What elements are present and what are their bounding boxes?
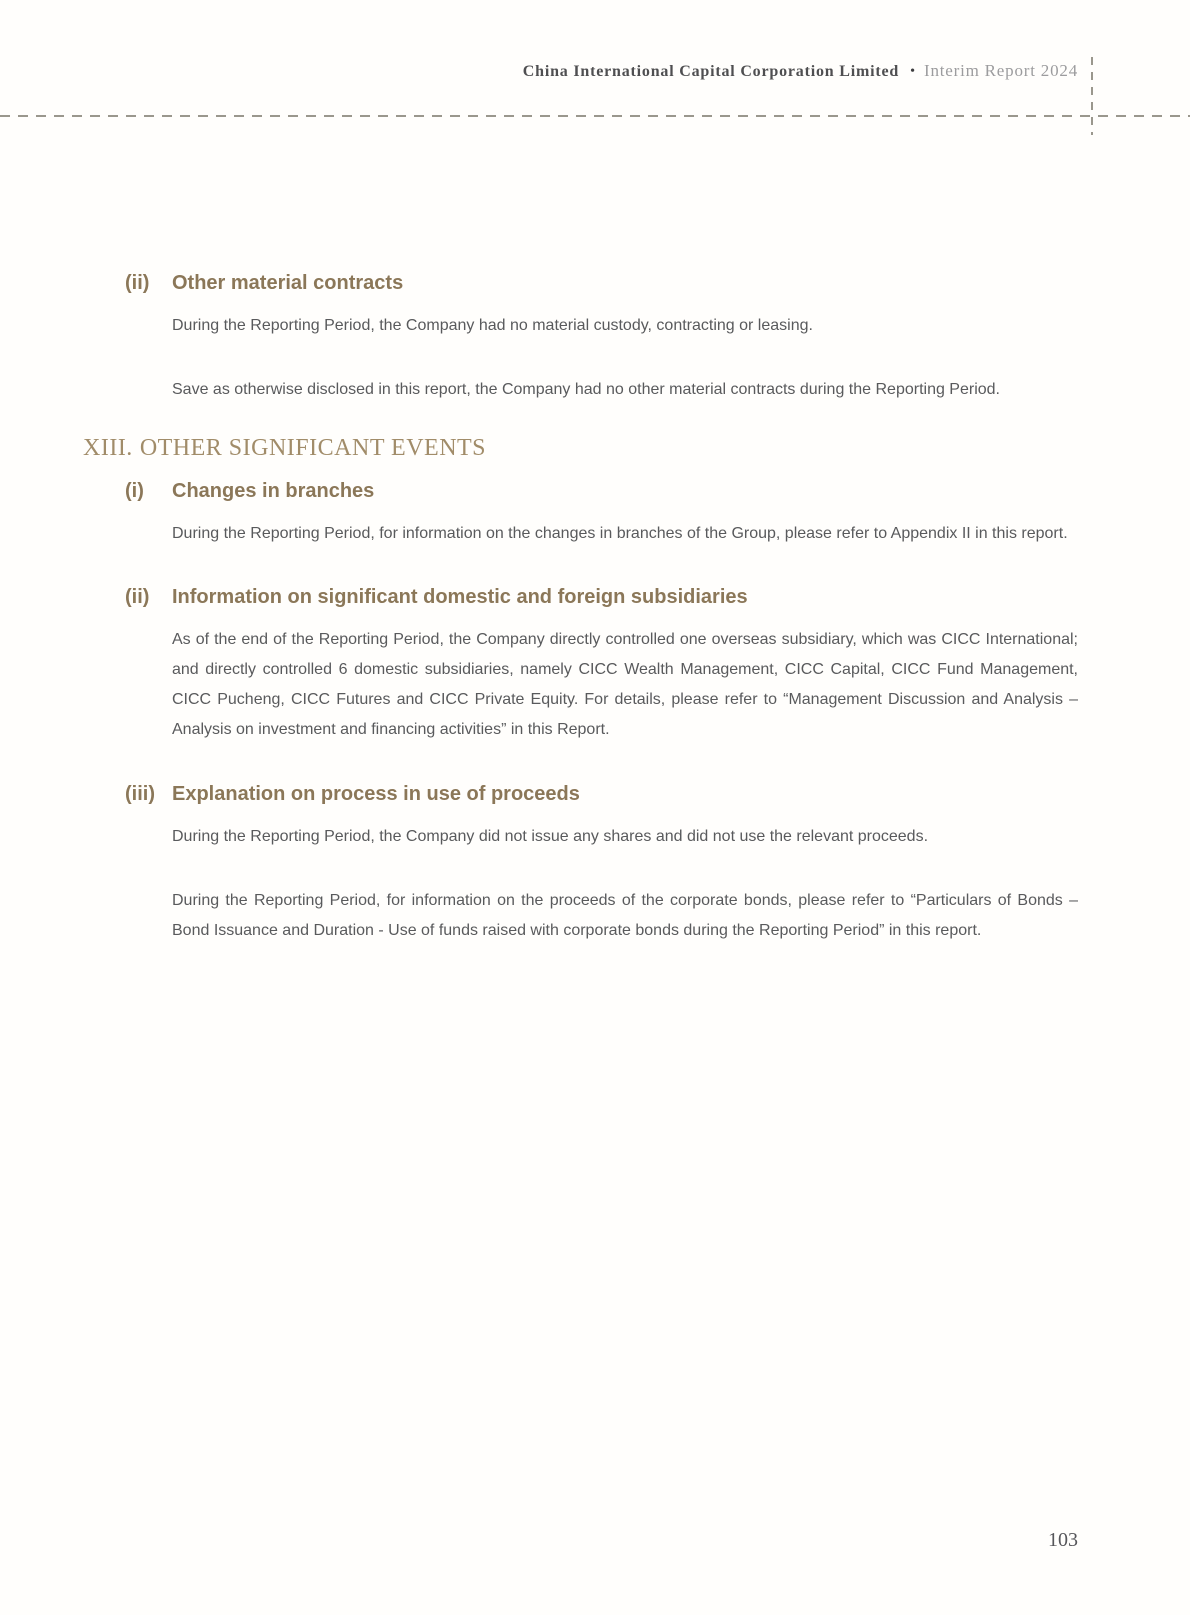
paragraph: During the Reporting Period, the Company had no material custody, contracting or leasing. bbox=[172, 317, 813, 334]
paragraph: During the Reporting Period, for information on the proceeds of the corporate bonds, please refer to “Particulars of Bonds – Bond Issuance and Duration - Use of funds raised with corporate bonds during the Reporting Period” in this report. bbox=[172, 892, 1078, 939]
report-title: Interim Report 2024 bbox=[923, 61, 1078, 80]
section-marker: XIII. bbox=[83, 435, 133, 461]
section-heading-other-significant-events bbox=[83, 433, 1078, 463]
subsection-title: Information on significant domestic and foreign subsidiaries bbox=[172, 586, 748, 608]
subsection-marker: (ii) bbox=[125, 272, 150, 294]
subsection-marker: (iii) bbox=[125, 783, 155, 805]
paragraph: During the Reporting Period, the Company did not issue any shares and did not use the relevant proceeds. bbox=[172, 828, 929, 845]
paragraph: During the Reporting Period, for information on the changes in branches of the Group, please refer to Appendix II in this report. bbox=[172, 525, 1068, 542]
subsection-heading-use-of-proceeds bbox=[125, 781, 1078, 807]
company-name: China International Capital Corporation Limited bbox=[522, 63, 900, 80]
subsection-heading-changes-in-branches bbox=[125, 478, 1078, 504]
header-vertical-dashed-rule bbox=[1091, 57, 1093, 135]
subsection-title: Changes in branches bbox=[172, 480, 375, 502]
subsection-heading-other-material-contracts bbox=[125, 270, 1078, 296]
document-body bbox=[83, 0, 1078, 946]
page-number: 103 bbox=[1048, 1529, 1078, 1551]
paragraph: As of the end of the Reporting Period, the Company directly controlled one overseas subsidiary, which was CICC International; and directly controlled 6 domestic subsidiaries, namely CICC Wealth Management, CICC Capital, CICC Fund Management, CICC Pucheng, CICC Futures and CICC Private Equity. For details, please refer to “Management Discussion and Analysis – Analysis on investment and financing activities” in this Report. bbox=[172, 631, 1078, 738]
bullet-separator-icon: • bbox=[910, 64, 915, 79]
subsection-marker: (i) bbox=[125, 480, 144, 502]
paragraph: Save as otherwise disclosed in this report, the Company had no other material contracts during the Reporting Period. bbox=[172, 381, 1000, 398]
subsection-marker: (ii) bbox=[125, 586, 150, 608]
subsection-title: Other material contracts bbox=[172, 272, 404, 294]
subsection-title: Explanation on process in use of proceeds bbox=[172, 783, 580, 805]
section-title: OTHER SIGNIFICANT EVENTS bbox=[139, 435, 487, 461]
subsection-heading-significant-subsidiaries bbox=[125, 584, 1078, 610]
